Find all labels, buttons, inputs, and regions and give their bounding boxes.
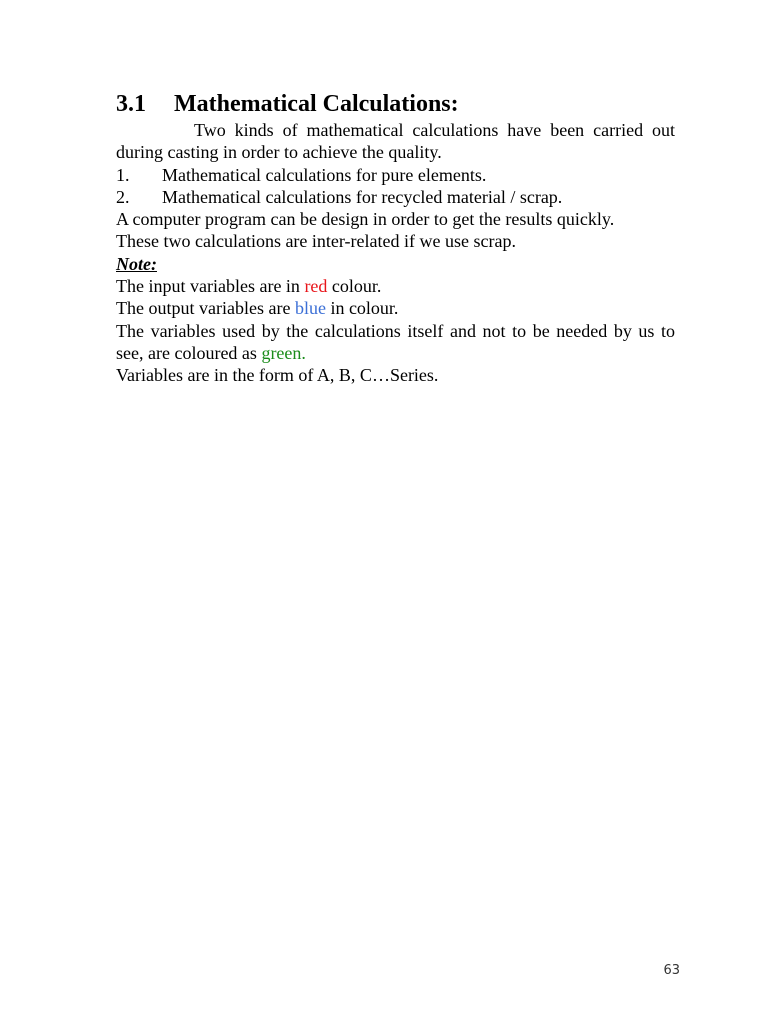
note-label-line — [116, 253, 675, 275]
page-number: 63 — [663, 963, 680, 978]
note-output-before: The output variables are — [116, 298, 295, 319]
note-label: Note: — [116, 253, 157, 274]
page-content — [116, 89, 675, 387]
green-word: green. — [261, 342, 306, 363]
interrelated-paragraph: These two calculations are inter-related if we use scrap. — [116, 231, 516, 252]
note-output-line — [116, 297, 675, 319]
note-output-after: in colour. — [325, 298, 399, 319]
note-input-after: colour. — [327, 276, 382, 297]
blue-word: blue — [294, 298, 326, 319]
list-item-text: Mathematical calculations for recycled material / scrap. — [162, 186, 563, 207]
list-item — [116, 186, 675, 208]
red-word: red — [304, 276, 328, 297]
list-item — [116, 164, 675, 186]
section-heading — [116, 89, 675, 119]
note-internal-line — [116, 320, 675, 365]
note-input-before: The input variables are in — [116, 276, 305, 297]
section-title: Mathematical Calculations: — [174, 91, 459, 117]
note-form-line: Variables are in the form of A, B, C…Series. — [116, 365, 439, 386]
list-item-index: 2. — [116, 186, 130, 207]
list-item-text: Mathematical calculations for pure elements. — [162, 164, 487, 185]
note-input-line — [116, 275, 675, 297]
note-internal-before: The variables used by the calculations itself and not to be needed by us to see, are coloured as — [116, 320, 675, 363]
list-item-index: 1. — [116, 164, 130, 185]
section-number: 3.1 — [116, 91, 146, 117]
intro-paragraph: Two kinds of mathematical calculations have been carried out during casting in order to achieve the quality. — [116, 120, 675, 163]
program-paragraph: A computer program can be design in order to get the results quickly. — [116, 209, 615, 230]
